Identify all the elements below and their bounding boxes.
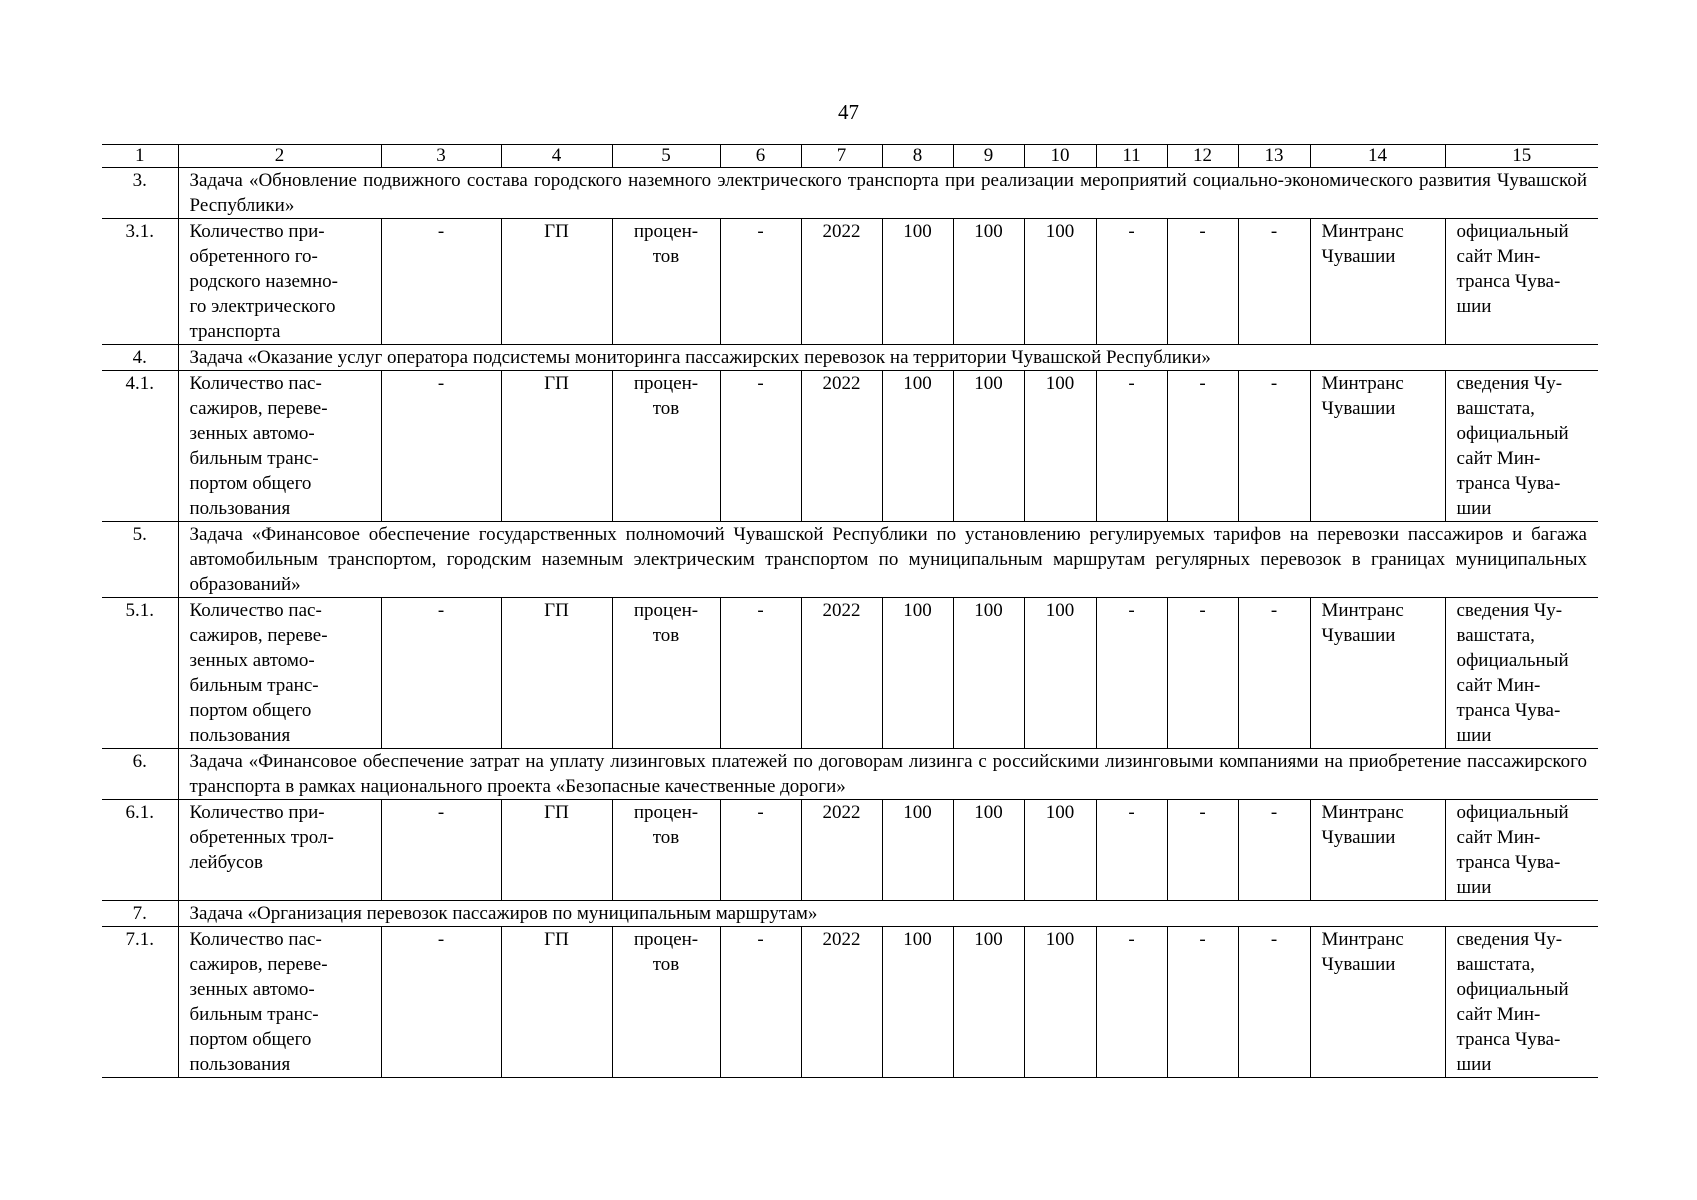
indicator-name: Количество при- обретенного го- родского наземно- го электрического транспорта [178,219,381,345]
cell-source: сведения Чу- вашстата, официальный сайт Мин- транса Чува- шии [1445,598,1598,749]
cell-value: 100 [953,219,1024,345]
cell-year: 2022 [801,800,882,901]
cell-year: 2022 [801,371,882,522]
task-row [102,345,1598,371]
indicator-number: 7.1. [102,927,178,1078]
indicator-number: 5.1. [102,598,178,749]
cell-source: сведения Чу- вашстата, официальный сайт Мин- транса Чува- шии [1445,927,1598,1078]
cell-value: - [1238,219,1310,345]
column-header: 12 [1167,145,1238,168]
cell-value: - [1167,371,1238,522]
cell-unit: процен- тов [612,219,720,345]
page-number: 47 [838,100,859,124]
cell-value: 100 [882,371,953,522]
cell-value: - [1238,371,1310,522]
cell-value: 100 [882,800,953,901]
cell-value: - [1167,598,1238,749]
indicator-row [102,927,1598,1078]
cell-value: - [1096,219,1167,345]
cell-type: ГП [501,800,612,901]
cell-value: - [1238,800,1310,901]
cell-source: сведения Чу- вашстата, официальный сайт Мин- транса Чува- шии [1445,371,1598,522]
cell-value: 100 [953,800,1024,901]
task-text: Задача «Финансовое обеспечение затрат на уплату лизинговых платежей по договорам лизинга с российскими лизинговыми компаниями на приобретение пассажирского транспорта в рамках национального проекта «Безопасные качественные дороги» [178,749,1598,800]
indicator-name: Количество пас- сажиров, переве- зенных автомо- бильным транс- портом общего пользования [178,371,381,522]
column-header: 1 [102,145,178,168]
cell-responsible: Минтранс Чувашии [1310,371,1445,522]
column-header: 14 [1310,145,1445,168]
cell-value: - [1238,598,1310,749]
column-header: 13 [1238,145,1310,168]
cell-unit: процен- тов [612,371,720,522]
task-row [102,168,1598,219]
task-row [102,749,1598,800]
cell-col6: - [720,800,801,901]
cell-value: - [1096,927,1167,1078]
cell-year: 2022 [801,598,882,749]
cell-value: 100 [882,598,953,749]
cell-value: 100 [1024,800,1096,901]
column-header: 10 [1024,145,1096,168]
cell-responsible: Минтранс Чувашии [1310,927,1445,1078]
task-text: Задача «Финансовое обеспечение государственных полномочий Чувашской Республики по установлению регулируемых тарифов на перевозки пассажиров и багажа автомобильным транспортом, городским наземным электрическим транспортом по муниципальным маршрутам регулярных перевозок в границах муниципальных образований» [178,522,1598,598]
cell-value: 100 [953,927,1024,1078]
cell-source: официальный сайт Мин- транса Чува- шии [1445,219,1598,345]
cell-type: ГП [501,598,612,749]
cell-value: - [1167,219,1238,345]
indicator-name: Количество при- обретенных трол- лейбусов [178,800,381,901]
indicator-number: 4.1. [102,371,178,522]
indicator-row [102,371,1598,522]
cell-responsible: Минтранс Чувашии [1310,598,1445,749]
cell-value: 100 [953,598,1024,749]
cell-value: - [1238,927,1310,1078]
task-number: 5. [102,522,178,598]
cell-value: - [1096,598,1167,749]
task-text: Задача «Оказание услуг оператора подсистемы мониторинга пассажирских перевозок на территории Чувашской Республики» [178,345,1598,371]
cell-col3: - [381,800,501,901]
column-header: 5 [612,145,720,168]
task-text: Задача «Организация перевозок пассажиров по муниципальным маршрутам» [178,901,1598,927]
cell-unit: процен- тов [612,800,720,901]
indicator-row [102,219,1598,345]
column-header: 6 [720,145,801,168]
cell-value: 100 [1024,219,1096,345]
task-row [102,901,1598,927]
indicators-table [102,144,1598,1078]
cell-value: - [1167,927,1238,1078]
column-header: 3 [381,145,501,168]
cell-value: 100 [1024,598,1096,749]
cell-col3: - [381,927,501,1078]
task-number: 4. [102,345,178,371]
cell-responsible: Минтранс Чувашии [1310,219,1445,345]
column-header: 7 [801,145,882,168]
cell-type: ГП [501,371,612,522]
cell-col3: - [381,598,501,749]
cell-value: 100 [882,927,953,1078]
cell-col6: - [720,598,801,749]
cell-col3: - [381,219,501,345]
column-header: 9 [953,145,1024,168]
indicator-number: 6.1. [102,800,178,901]
cell-col6: - [720,219,801,345]
cell-value: - [1167,800,1238,901]
task-row [102,522,1598,598]
cell-unit: процен- тов [612,927,720,1078]
column-header-row [102,145,1598,168]
cell-value: 100 [1024,927,1096,1078]
cell-value: - [1096,800,1167,901]
column-header: 2 [178,145,381,168]
cell-type: ГП [501,219,612,345]
cell-value: 100 [1024,371,1096,522]
cell-year: 2022 [801,927,882,1078]
cell-value: 100 [882,219,953,345]
column-header: 15 [1445,145,1598,168]
cell-col6: - [720,371,801,522]
task-text: Задача «Обновление подвижного состава городского наземного электрического транспорта при реализации мероприятий социально-экономического развития Чувашской Республики» [178,168,1598,219]
cell-col6: - [720,927,801,1078]
indicator-row [102,598,1598,749]
indicator-number: 3.1. [102,219,178,345]
cell-value: 100 [953,371,1024,522]
task-number: 6. [102,749,178,800]
cell-source: официальный сайт Мин- транса Чува- шии [1445,800,1598,901]
indicator-row [102,800,1598,901]
column-header: 4 [501,145,612,168]
cell-unit: процен- тов [612,598,720,749]
cell-value: - [1096,371,1167,522]
task-number: 7. [102,901,178,927]
task-number: 3. [102,168,178,219]
cell-col3: - [381,371,501,522]
column-header: 11 [1096,145,1167,168]
cell-year: 2022 [801,219,882,345]
cell-responsible: Минтранс Чувашии [1310,800,1445,901]
column-header: 8 [882,145,953,168]
cell-type: ГП [501,927,612,1078]
indicator-name: Количество пас- сажиров, переве- зенных автомо- бильным транс- портом общего пользования [178,598,381,749]
indicator-name: Количество пас- сажиров, переве- зенных автомо- бильным транс- портом общего пользования [178,927,381,1078]
